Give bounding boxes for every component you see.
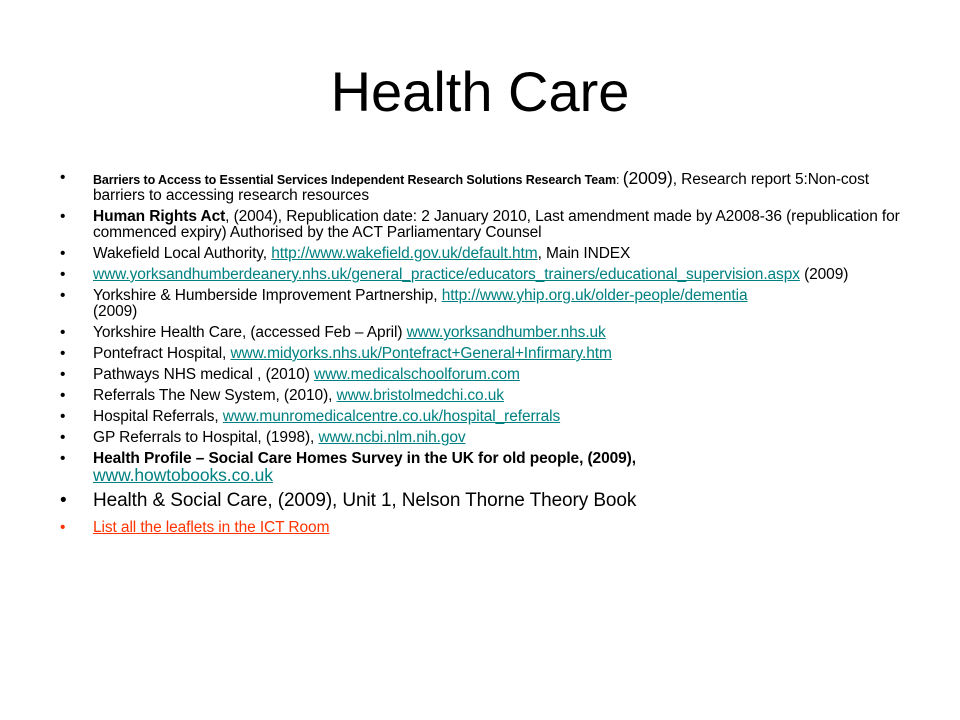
reference-item xyxy=(60,367,910,383)
reference-link[interactable]: http://www.wakefield.gov.uk/default.htm xyxy=(271,245,538,262)
reference-item xyxy=(60,325,910,341)
reference-text: Hospital Referrals, xyxy=(93,408,223,425)
reference-text: Referrals The New System, (2010), xyxy=(93,387,337,404)
reference-text: GP Referrals to Hospital, (1998), xyxy=(93,429,319,446)
reference-title: Human Rights Act xyxy=(93,208,226,225)
reference-link[interactable]: www.bristolmedchi.co.uk xyxy=(336,387,504,404)
reference-text: Yorkshire Health Care, (accessed Feb – April) xyxy=(93,324,407,341)
reference-item xyxy=(60,520,910,536)
reference-text: , Main INDEX xyxy=(537,245,631,262)
reference-list xyxy=(60,170,910,541)
reference-link[interactable]: www.yorksandhumber.nhs.uk xyxy=(406,324,606,341)
reference-item xyxy=(60,430,910,446)
reference-item xyxy=(60,346,910,362)
reference-text: Health & Social Care, (2009), Unit 1, Nelson Thorne Theory Book xyxy=(93,490,637,511)
reference-text: (2009) xyxy=(93,303,138,320)
reference-text: (2009) xyxy=(799,266,849,283)
reference-item xyxy=(60,451,910,485)
reference-item xyxy=(60,409,910,425)
reference-link[interactable]: www.yorksandhumberdeanery.nhs.uk/general_practice/educators_trainers/educational_supervision.aspx xyxy=(93,266,800,283)
reference-text: , Research report 5:Non-cost barriers to accessing research resources xyxy=(93,171,869,204)
reference-text: Wakefield Local Authority, xyxy=(93,245,272,262)
slide-title: Health Care xyxy=(330,60,630,123)
reference-item xyxy=(60,490,910,512)
reference-link[interactable]: www.midyorks.nhs.uk/Pontefract+General+Infirmary.htm xyxy=(230,345,612,362)
reference-item xyxy=(60,170,910,204)
leaflets-link[interactable]: List all the leaflets in the ICT Room xyxy=(93,519,330,536)
reference-item xyxy=(60,288,910,320)
reference-item xyxy=(60,388,910,404)
reference-link[interactable]: www.munromedicalcentre.co.uk/hospital_referrals xyxy=(222,408,561,425)
reference-item xyxy=(60,209,910,241)
reference-item xyxy=(60,267,910,283)
reference-text: Pathways NHS medical , (2010) xyxy=(93,366,314,383)
reference-link[interactable]: http://www.yhip.org.uk/older-people/dementia xyxy=(441,287,748,304)
reference-text: , (2004), Republication date: 2 January 2010, Last amendment made by A2008-36 (republication for commenced expiry) Authorised by the ACT Parliamentary Counsel xyxy=(93,208,900,241)
reference-text: Barriers to Access to Essential Services Independent Research Solutions Research Team xyxy=(93,173,616,187)
reference-item xyxy=(60,246,910,262)
reference-link[interactable]: www.medicalschoolforum.com xyxy=(313,366,520,383)
reference-year: (2009) xyxy=(622,168,673,188)
reference-text: Pontefract Hospital, xyxy=(93,345,231,362)
reference-text: : xyxy=(615,173,623,187)
reference-text: Yorkshire & Humberside Improvement Partnership, xyxy=(93,287,442,304)
reference-link[interactable]: www.ncbi.nlm.nih.gov xyxy=(318,429,466,446)
reference-title: Health Profile – Social Care Homes Survey in the UK for old people, (2009), xyxy=(93,450,636,467)
reference-link[interactable]: www.howtobooks.co.uk xyxy=(93,465,273,485)
